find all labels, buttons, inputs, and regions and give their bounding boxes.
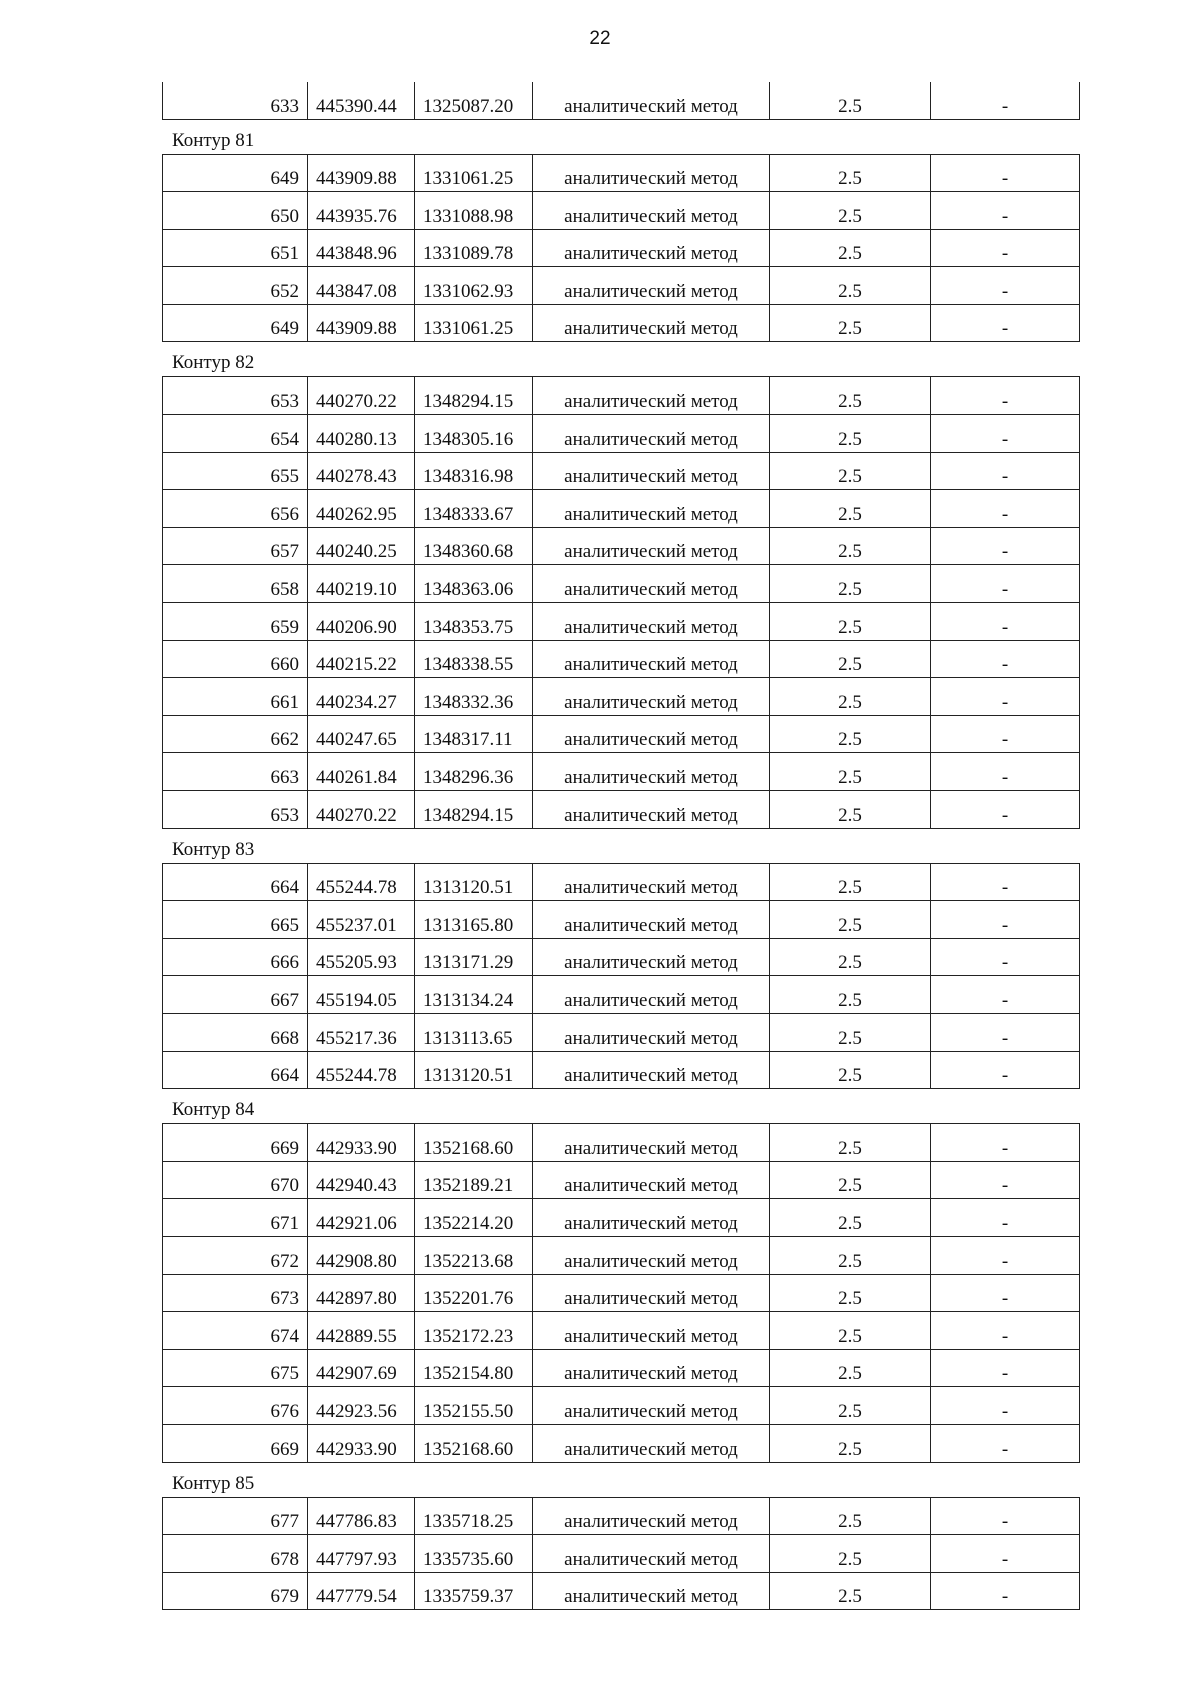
coordinates-document <box>162 82 1079 1610</box>
y-coordinate-cell: 1352168.60 <box>415 1424 533 1462</box>
accuracy-cell: 2.5 <box>770 1274 931 1312</box>
y-coordinate-cell: 1352189.21 <box>415 1161 533 1199</box>
method-cell: аналитический метод <box>533 1199 770 1237</box>
extra-cell: - <box>931 938 1080 976</box>
extra-cell: - <box>931 1535 1080 1573</box>
table-row <box>163 304 1080 342</box>
extra-cell: - <box>931 565 1080 603</box>
extra-cell: - <box>931 415 1080 453</box>
y-coordinate-cell: 1348332.36 <box>415 678 533 716</box>
contour-title: Контур 83 <box>172 838 255 860</box>
x-coordinate-cell: 447786.83 <box>308 1497 415 1535</box>
x-coordinate-cell: 440270.22 <box>308 791 415 829</box>
table-row <box>163 1312 1080 1350</box>
point-number-cell: 654 <box>163 415 308 453</box>
method-cell: аналитический метод <box>533 452 770 490</box>
y-coordinate-cell: 1348360.68 <box>415 527 533 565</box>
x-coordinate-cell: 440234.27 <box>308 678 415 716</box>
y-coordinate-cell: 1348333.67 <box>415 490 533 528</box>
extra-cell: - <box>931 527 1080 565</box>
x-coordinate-cell: 440270.22 <box>308 377 415 415</box>
y-coordinate-cell: 1331061.25 <box>415 304 533 342</box>
x-coordinate-cell: 443848.96 <box>308 229 415 267</box>
y-coordinate-cell: 1325087.20 <box>415 82 533 119</box>
method-cell: аналитический метод <box>533 377 770 415</box>
method-cell: аналитический метод <box>533 490 770 528</box>
extra-cell: - <box>931 1572 1080 1610</box>
table-row <box>163 715 1080 753</box>
x-coordinate-cell: 440261.84 <box>308 753 415 791</box>
x-coordinate-cell: 443909.88 <box>308 154 415 192</box>
table-row <box>163 267 1080 305</box>
method-cell: аналитический метод <box>533 976 770 1014</box>
method-cell: аналитический метод <box>533 192 770 230</box>
point-number-cell: 649 <box>163 154 308 192</box>
y-coordinate-cell: 1331088.98 <box>415 192 533 230</box>
method-cell: аналитический метод <box>533 1161 770 1199</box>
y-coordinate-cell: 1313120.51 <box>415 863 533 901</box>
accuracy-cell: 2.5 <box>770 678 931 716</box>
contour-title: Контур 85 <box>172 1472 255 1494</box>
point-number-cell: 677 <box>163 1497 308 1535</box>
extra-cell: - <box>931 192 1080 230</box>
y-coordinate-cell: 1331062.93 <box>415 267 533 305</box>
method-cell: аналитический метод <box>533 1013 770 1051</box>
accuracy-cell: 2.5 <box>770 1349 931 1387</box>
x-coordinate-cell: 455205.93 <box>308 938 415 976</box>
point-number-cell: 675 <box>163 1349 308 1387</box>
method-cell: аналитический метод <box>533 863 770 901</box>
table-row <box>163 1236 1080 1274</box>
extra-cell: - <box>931 1124 1080 1162</box>
extra-cell: - <box>931 1236 1080 1274</box>
accuracy-cell: 2.5 <box>770 1387 931 1425</box>
x-coordinate-cell: 440219.10 <box>308 565 415 603</box>
table-row <box>163 527 1080 565</box>
point-number-cell: 676 <box>163 1387 308 1425</box>
x-coordinate-cell: 443847.08 <box>308 267 415 305</box>
x-coordinate-cell: 442908.80 <box>308 1236 415 1274</box>
extra-cell: - <box>931 1199 1080 1237</box>
x-coordinate-cell: 442907.69 <box>308 1349 415 1387</box>
contour-table <box>162 1123 1080 1462</box>
y-coordinate-cell: 1313134.24 <box>415 976 533 1014</box>
table-row <box>163 863 1080 901</box>
extra-cell: - <box>931 791 1080 829</box>
accuracy-cell: 2.5 <box>770 1199 931 1237</box>
accuracy-cell: 2.5 <box>770 976 931 1014</box>
method-cell: аналитический метод <box>533 640 770 678</box>
extra-cell: - <box>931 715 1080 753</box>
method-cell: аналитический метод <box>533 715 770 753</box>
accuracy-cell: 2.5 <box>770 901 931 939</box>
table-row <box>163 1424 1080 1462</box>
accuracy-cell: 2.5 <box>770 415 931 453</box>
contour-table <box>162 863 1080 1090</box>
x-coordinate-cell: 447779.54 <box>308 1572 415 1610</box>
extra-cell: - <box>931 82 1080 119</box>
accuracy-cell: 2.5 <box>770 192 931 230</box>
table-row <box>163 1199 1080 1237</box>
contour-table <box>162 154 1080 343</box>
table-row <box>163 753 1080 791</box>
y-coordinate-cell: 1313113.65 <box>415 1013 533 1051</box>
y-coordinate-cell: 1352168.60 <box>415 1124 533 1162</box>
y-coordinate-cell: 1348317.11 <box>415 715 533 753</box>
accuracy-cell: 2.5 <box>770 1013 931 1051</box>
method-cell: аналитический метод <box>533 1274 770 1312</box>
method-cell: аналитический метод <box>533 1124 770 1162</box>
point-number-cell: 660 <box>163 640 308 678</box>
table-row <box>163 603 1080 641</box>
accuracy-cell: 2.5 <box>770 1497 931 1535</box>
extra-cell: - <box>931 901 1080 939</box>
point-number-cell: 655 <box>163 452 308 490</box>
table-row <box>163 229 1080 267</box>
method-cell: аналитический метод <box>533 1349 770 1387</box>
accuracy-cell: 2.5 <box>770 1236 931 1274</box>
point-number-cell: 663 <box>163 753 308 791</box>
x-coordinate-cell: 455237.01 <box>308 901 415 939</box>
point-number-cell: 671 <box>163 1199 308 1237</box>
table-row <box>163 640 1080 678</box>
y-coordinate-cell: 1331089.78 <box>415 229 533 267</box>
point-number-cell: 664 <box>163 863 308 901</box>
accuracy-cell: 2.5 <box>770 791 931 829</box>
method-cell: аналитический метод <box>533 527 770 565</box>
accuracy-cell: 2.5 <box>770 490 931 528</box>
point-number-cell: 662 <box>163 715 308 753</box>
method-cell: аналитический метод <box>533 791 770 829</box>
accuracy-cell: 2.5 <box>770 863 931 901</box>
extra-cell: - <box>931 1349 1080 1387</box>
method-cell: аналитический метод <box>533 1051 770 1089</box>
y-coordinate-cell: 1352201.76 <box>415 1274 533 1312</box>
point-number-cell: 667 <box>163 976 308 1014</box>
point-number-cell: 653 <box>163 377 308 415</box>
table-row <box>163 901 1080 939</box>
table-row <box>163 415 1080 453</box>
y-coordinate-cell: 1352172.23 <box>415 1312 533 1350</box>
method-cell: аналитический метод <box>533 1312 770 1350</box>
table-row <box>163 154 1080 192</box>
accuracy-cell: 2.5 <box>770 603 931 641</box>
point-number-cell: 673 <box>163 1274 308 1312</box>
x-coordinate-cell: 455244.78 <box>308 1051 415 1089</box>
accuracy-cell: 2.5 <box>770 565 931 603</box>
accuracy-cell: 2.5 <box>770 304 931 342</box>
table-row <box>163 1497 1080 1535</box>
y-coordinate-cell: 1352154.80 <box>415 1349 533 1387</box>
table-row <box>163 1572 1080 1610</box>
x-coordinate-cell: 455244.78 <box>308 863 415 901</box>
point-number-cell: 672 <box>163 1236 308 1274</box>
y-coordinate-cell: 1352214.20 <box>415 1199 533 1237</box>
point-number-cell: 674 <box>163 1312 308 1350</box>
extra-cell: - <box>931 603 1080 641</box>
extra-cell: - <box>931 1013 1080 1051</box>
y-coordinate-cell: 1331061.25 <box>415 154 533 192</box>
point-number-cell: 656 <box>163 490 308 528</box>
y-coordinate-cell: 1313171.29 <box>415 938 533 976</box>
point-number-cell: 665 <box>163 901 308 939</box>
accuracy-cell: 2.5 <box>770 938 931 976</box>
accuracy-cell: 2.5 <box>770 1424 931 1462</box>
accuracy-cell: 2.5 <box>770 1535 931 1573</box>
y-coordinate-cell: 1313120.51 <box>415 1051 533 1089</box>
accuracy-cell: 2.5 <box>770 377 931 415</box>
extra-cell: - <box>931 1387 1080 1425</box>
method-cell: аналитический метод <box>533 82 770 119</box>
table-row <box>163 1013 1080 1051</box>
contour-table <box>162 1497 1080 1611</box>
method-cell: аналитический метод <box>533 565 770 603</box>
accuracy-cell: 2.5 <box>770 1312 931 1350</box>
extra-cell: - <box>931 267 1080 305</box>
y-coordinate-cell: 1348363.06 <box>415 565 533 603</box>
x-coordinate-cell: 442933.90 <box>308 1124 415 1162</box>
method-cell: аналитический метод <box>533 1387 770 1425</box>
extra-cell: - <box>931 304 1080 342</box>
point-number-cell: 669 <box>163 1424 308 1462</box>
x-coordinate-cell: 440240.25 <box>308 527 415 565</box>
extra-cell: - <box>931 1051 1080 1089</box>
point-number-cell: 664 <box>163 1051 308 1089</box>
x-coordinate-cell: 442933.90 <box>308 1424 415 1462</box>
extra-cell: - <box>931 1497 1080 1535</box>
method-cell: аналитический метод <box>533 267 770 305</box>
table-row <box>163 938 1080 976</box>
y-coordinate-cell: 1335718.25 <box>415 1497 533 1535</box>
table-row <box>163 1161 1080 1199</box>
x-coordinate-cell: 442921.06 <box>308 1199 415 1237</box>
x-coordinate-cell: 440262.95 <box>308 490 415 528</box>
method-cell: аналитический метод <box>533 154 770 192</box>
x-coordinate-cell: 442889.55 <box>308 1312 415 1350</box>
contour-title: Контур 82 <box>172 352 255 374</box>
method-cell: аналитический метод <box>533 603 770 641</box>
method-cell: аналитический метод <box>533 304 770 342</box>
accuracy-cell: 2.5 <box>770 1051 931 1089</box>
accuracy-cell: 2.5 <box>770 1572 931 1610</box>
point-number-cell: 649 <box>163 304 308 342</box>
table-row <box>163 1051 1080 1089</box>
table-row <box>163 565 1080 603</box>
point-number-cell: 633 <box>163 82 308 119</box>
accuracy-cell: 2.5 <box>770 753 931 791</box>
x-coordinate-cell: 455194.05 <box>308 976 415 1014</box>
point-number-cell: 651 <box>163 229 308 267</box>
extra-cell: - <box>931 1424 1080 1462</box>
y-coordinate-cell: 1335759.37 <box>415 1572 533 1610</box>
table-row <box>163 1349 1080 1387</box>
y-coordinate-cell: 1313165.80 <box>415 901 533 939</box>
extra-cell: - <box>931 229 1080 267</box>
accuracy-cell: 2.5 <box>770 1124 931 1162</box>
table-row <box>163 377 1080 415</box>
table-row <box>163 976 1080 1014</box>
x-coordinate-cell: 443935.76 <box>308 192 415 230</box>
extra-cell: - <box>931 154 1080 192</box>
point-number-cell: 653 <box>163 791 308 829</box>
table-row <box>163 1535 1080 1573</box>
table-row <box>163 1387 1080 1425</box>
table-row <box>163 490 1080 528</box>
method-cell: аналитический метод <box>533 901 770 939</box>
table-row <box>163 452 1080 490</box>
extra-cell: - <box>931 863 1080 901</box>
point-number-cell: 661 <box>163 678 308 716</box>
y-coordinate-cell: 1352213.68 <box>415 1236 533 1274</box>
x-coordinate-cell: 447797.93 <box>308 1535 415 1573</box>
x-coordinate-cell: 440280.13 <box>308 415 415 453</box>
point-number-cell: 666 <box>163 938 308 976</box>
extra-cell: - <box>931 1274 1080 1312</box>
method-cell: аналитический метод <box>533 1535 770 1573</box>
extra-cell: - <box>931 678 1080 716</box>
table-row <box>163 1274 1080 1312</box>
method-cell: аналитический метод <box>533 1424 770 1462</box>
table-row <box>163 82 1080 119</box>
accuracy-cell: 2.5 <box>770 1161 931 1199</box>
y-coordinate-cell: 1352155.50 <box>415 1387 533 1425</box>
x-coordinate-cell: 455217.36 <box>308 1013 415 1051</box>
x-coordinate-cell: 443909.88 <box>308 304 415 342</box>
extra-cell: - <box>931 452 1080 490</box>
point-number-cell: 679 <box>163 1572 308 1610</box>
y-coordinate-cell: 1348294.15 <box>415 791 533 829</box>
y-coordinate-cell: 1348338.55 <box>415 640 533 678</box>
point-number-cell: 650 <box>163 192 308 230</box>
accuracy-cell: 2.5 <box>770 154 931 192</box>
accuracy-cell: 2.5 <box>770 452 931 490</box>
y-coordinate-cell: 1335735.60 <box>415 1535 533 1573</box>
extra-cell: - <box>931 976 1080 1014</box>
point-number-cell: 658 <box>163 565 308 603</box>
table-row <box>163 678 1080 716</box>
point-number-cell: 678 <box>163 1535 308 1573</box>
y-coordinate-cell: 1348316.98 <box>415 452 533 490</box>
contour-title: Контур 81 <box>172 129 255 151</box>
x-coordinate-cell: 440215.22 <box>308 640 415 678</box>
page-number: 22 <box>589 28 611 49</box>
method-cell: аналитический метод <box>533 1236 770 1274</box>
method-cell: аналитический метод <box>533 1572 770 1610</box>
extra-cell: - <box>931 377 1080 415</box>
point-number-cell: 657 <box>163 527 308 565</box>
x-coordinate-cell: 442923.56 <box>308 1387 415 1425</box>
method-cell: аналитический метод <box>533 229 770 267</box>
extra-cell: - <box>931 1161 1080 1199</box>
point-number-cell: 668 <box>163 1013 308 1051</box>
contour-table <box>162 376 1080 828</box>
extra-cell: - <box>931 753 1080 791</box>
point-number-cell: 652 <box>163 267 308 305</box>
point-number-cell: 670 <box>163 1161 308 1199</box>
extra-cell: - <box>931 490 1080 528</box>
accuracy-cell: 2.5 <box>770 715 931 753</box>
y-coordinate-cell: 1348353.75 <box>415 603 533 641</box>
continued-table-fragment <box>162 82 1080 120</box>
extra-cell: - <box>931 640 1080 678</box>
method-cell: аналитический метод <box>533 415 770 453</box>
y-coordinate-cell: 1348296.36 <box>415 753 533 791</box>
method-cell: аналитический метод <box>533 938 770 976</box>
x-coordinate-cell: 445390.44 <box>308 82 415 119</box>
contour-title: Контур 84 <box>172 1099 255 1121</box>
table-row <box>163 791 1080 829</box>
table-row <box>163 1124 1080 1162</box>
y-coordinate-cell: 1348305.16 <box>415 415 533 453</box>
point-number-cell: 659 <box>163 603 308 641</box>
accuracy-cell: 2.5 <box>770 640 931 678</box>
point-number-cell: 669 <box>163 1124 308 1162</box>
extra-cell: - <box>931 1312 1080 1350</box>
x-coordinate-cell: 440206.90 <box>308 603 415 641</box>
method-cell: аналитический метод <box>533 678 770 716</box>
x-coordinate-cell: 440247.65 <box>308 715 415 753</box>
method-cell: аналитический метод <box>533 1497 770 1535</box>
accuracy-cell: 2.5 <box>770 267 931 305</box>
accuracy-cell: 2.5 <box>770 527 931 565</box>
y-coordinate-cell: 1348294.15 <box>415 377 533 415</box>
accuracy-cell: 2.5 <box>770 82 931 119</box>
method-cell: аналитический метод <box>533 753 770 791</box>
accuracy-cell: 2.5 <box>770 229 931 267</box>
x-coordinate-cell: 440278.43 <box>308 452 415 490</box>
table-row <box>163 192 1080 230</box>
x-coordinate-cell: 442897.80 <box>308 1274 415 1312</box>
x-coordinate-cell: 442940.43 <box>308 1161 415 1199</box>
